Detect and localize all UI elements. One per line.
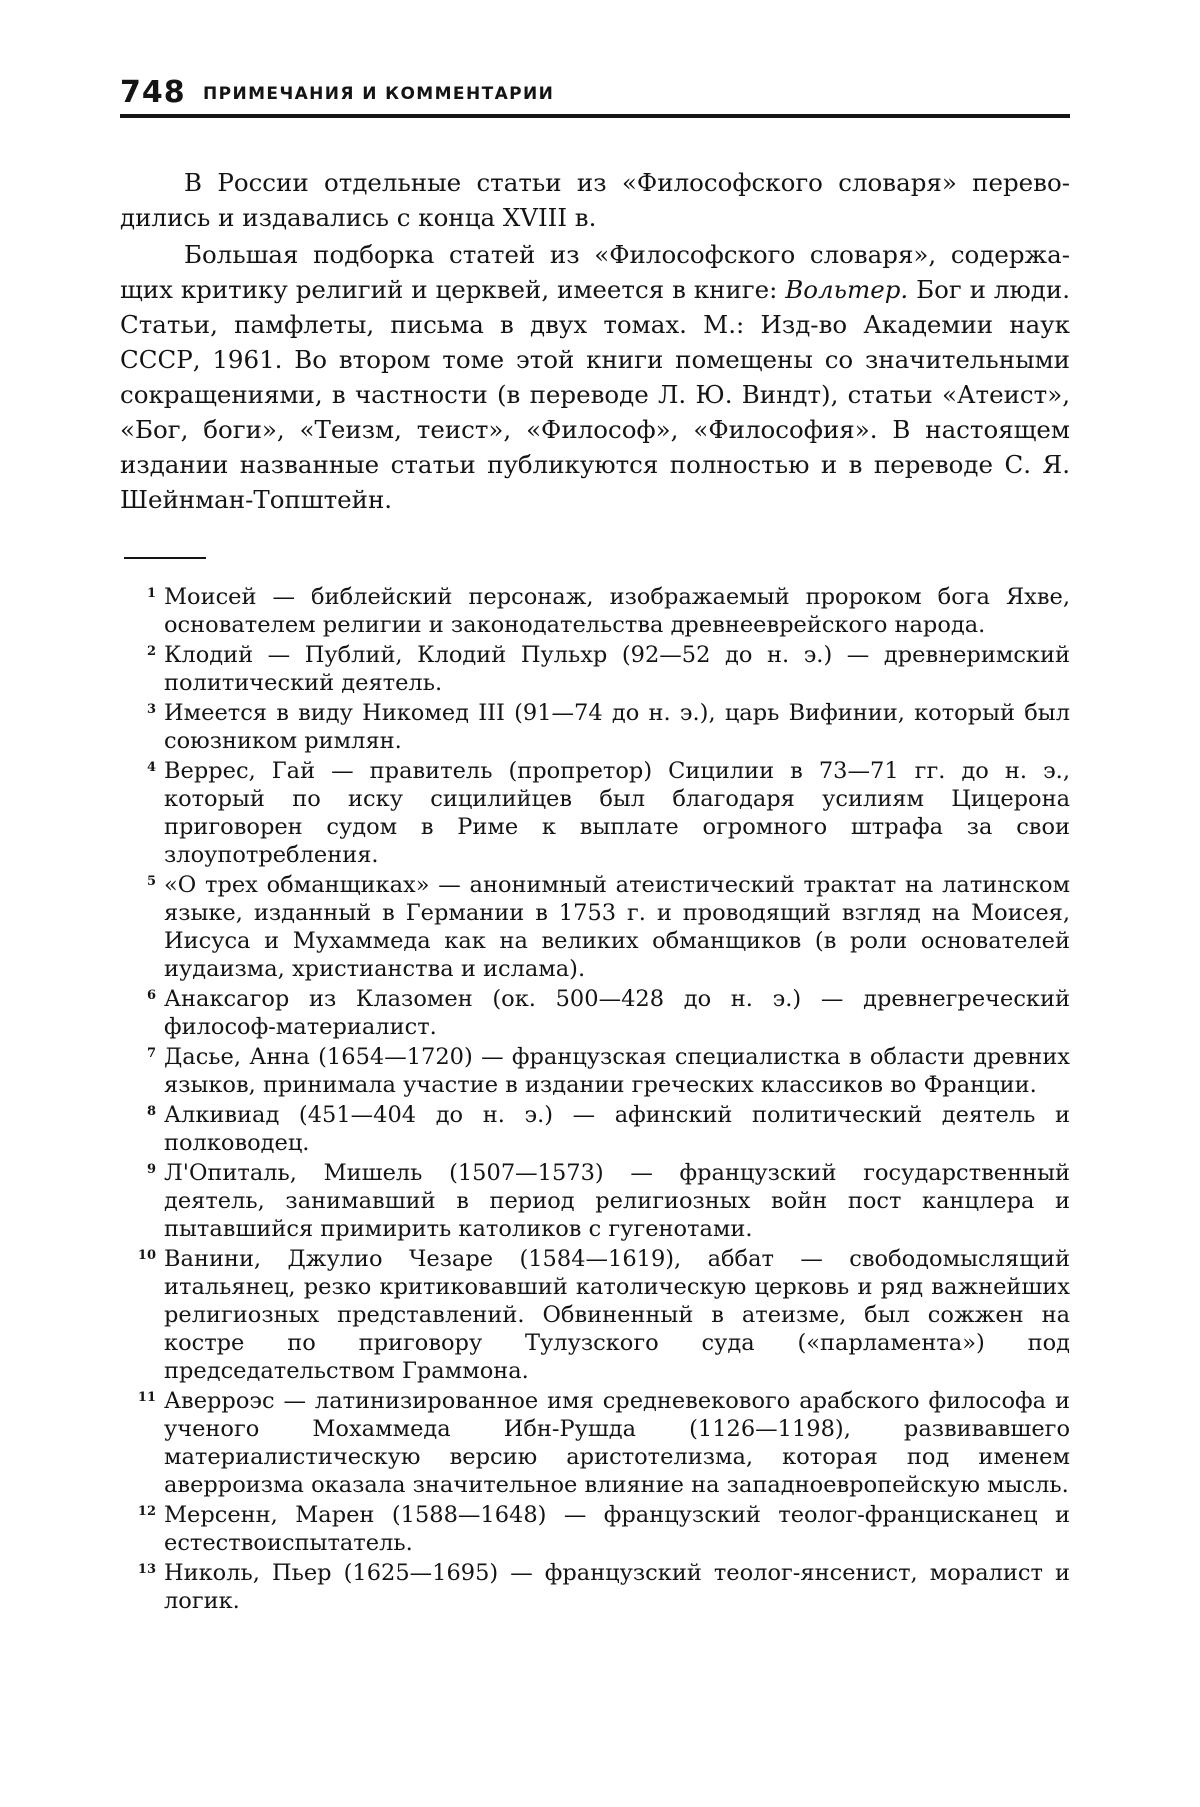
footnote-text: Ванини, Джулио Чезаре (1584—1619), аббат — свободомыслящий итальянец, резко критиковавший католическую церковь и ряд важнейших религиозных представлений. Обвиненный в атеизме, был сожжен на костре по приговору Тулузского суда («парламента») под председательством Граммона.	[164, 1246, 1070, 1384]
footnote-number: 4	[146, 760, 156, 775]
running-title: ПРИМЕЧАНИЯ И КОММЕНТАРИИ	[203, 84, 555, 104]
footnote-text: Моисей — библейский персонаж, изображаемый пророком бога Яхве, основателем религии и законодательства древнееврейского народа.	[164, 584, 1070, 638]
footnote	[120, 871, 1070, 983]
footnote-number: 10	[137, 1248, 156, 1263]
footnote-number: 11	[137, 1390, 156, 1405]
footnote-number: 12	[137, 1504, 156, 1519]
footnote	[120, 757, 1070, 869]
footnote-text: Мерсенн, Марен (1588—1648) — французский теолог-францискaнец и естествоиспытатель.	[164, 1502, 1070, 1556]
footnote	[120, 641, 1070, 697]
footnote	[120, 1245, 1070, 1385]
footnote-number: 7	[146, 1046, 156, 1061]
footnote-text: Алкивиад (451—404 до н. э.) — афинский политический деятель и полководец.	[164, 1102, 1070, 1156]
footnote	[120, 1101, 1070, 1157]
footnote-text: Дасье, Анна (1654—1720) — французская специалистка в области древних языков, принимала участие в издании греческих классиков во Франции.	[164, 1044, 1070, 1098]
footnote-number: 5	[146, 874, 156, 889]
footnote	[120, 1159, 1070, 1243]
footnote-number: 13	[137, 1562, 156, 1577]
footnote	[120, 583, 1070, 639]
footnote	[120, 699, 1070, 755]
footnote-text: Анаксагор из Клазомен (ок. 500—428 до н. э.) — древнегреческий философ-материалист.	[164, 986, 1070, 1040]
paragraph	[120, 165, 1070, 235]
footnote	[120, 985, 1070, 1041]
footnotes-list	[120, 583, 1070, 1617]
page-header	[120, 70, 1070, 120]
footnote-number: 1	[146, 586, 156, 601]
paragraph-text: В России отдельные статьи из «Философского словаря» переводились и издавались с конца XVIII в.	[120, 168, 1070, 232]
body-text	[120, 165, 1070, 517]
footnote-text: Аверроэс — латинизированное имя средневекового арабского философа и ученого Мохаммеда Ибн-Рушда (1126—1198), развивавшего материалистическую версию аристотелизма, которая под именем аверроизма оказала значительное влияние на западноевропейскую мысль.	[164, 1388, 1070, 1498]
footnote-text: Веррес, Гай — правитель (пропретор) Сицилии в 73—71 гг. до н. э., который по иску сицилийцев был благодаря усилиям Цицерона приговорен судом в Риме к выплате огромного штрафа за свои злоупотребления.	[164, 758, 1070, 868]
page-number: 748	[120, 75, 186, 110]
footnote-number: 2	[146, 644, 156, 659]
header-rule	[120, 114, 1070, 118]
footnote	[120, 1501, 1070, 1557]
paragraph-text: Большая подборка статей из «Философского словаря», содержащих критику религий и церквей, имеется в книге:	[120, 240, 1070, 304]
footnote-number: 8	[146, 1104, 156, 1119]
paragraph-text: Бог и люди. Статьи, памфлеты, письма в двух томах. М.: Изд-во Академии наук СССР, 1961. Во втором томе этой книги помещены со значительными сокращениями, в частности (в переводе Л. Ю. Виндт), статьи «Атеист», «Бог, боги», «Теизм, теист», «Философ», «Философия». В настоящем издании названные статьи публикуются полностью и в переводе С. Я. Шейнман-Топштейн.	[120, 275, 1070, 514]
footnote-text: Николь, Пьер (1625—1695) — французский теолог-янсенист, моралист и логик.	[164, 1560, 1070, 1614]
author-name: Вольтер.	[785, 275, 909, 304]
footnote-text: Имеется в виду Никомед III (91—74 до н. э.), царь Вифинии, который был союзником римлян.	[164, 700, 1070, 754]
footnote-separator	[124, 557, 206, 559]
footnote-text: «О трех обманщиках» — анонимный атеистический трактат на латинском языке, изданный в Германии в 1753 г. и проводящий взгляд на Моисея, Иисуса и Мухаммеда как на великих обманщиков (в роли основателей иудаизма, христианства и ислама).	[164, 872, 1070, 982]
footnote-number: 3	[146, 702, 156, 717]
footnote	[120, 1387, 1070, 1499]
footnote-number: 6	[146, 988, 156, 1003]
footnote	[120, 1559, 1070, 1615]
footnote	[120, 1043, 1070, 1099]
footnote-number: 9	[146, 1162, 156, 1177]
footnote-text: Л'Опиталь, Мишель (1507—1573) — французский государственный деятель, занимавший в период религиозных войн пост канцлера и пытавшийся примирить католиков с гугенотами.	[164, 1160, 1070, 1242]
paragraph	[120, 237, 1070, 517]
footnote-text: Клодий — Публий, Клодий Пульхр (92—52 до н. э.) — древнеримский политический деятель.	[164, 642, 1070, 696]
